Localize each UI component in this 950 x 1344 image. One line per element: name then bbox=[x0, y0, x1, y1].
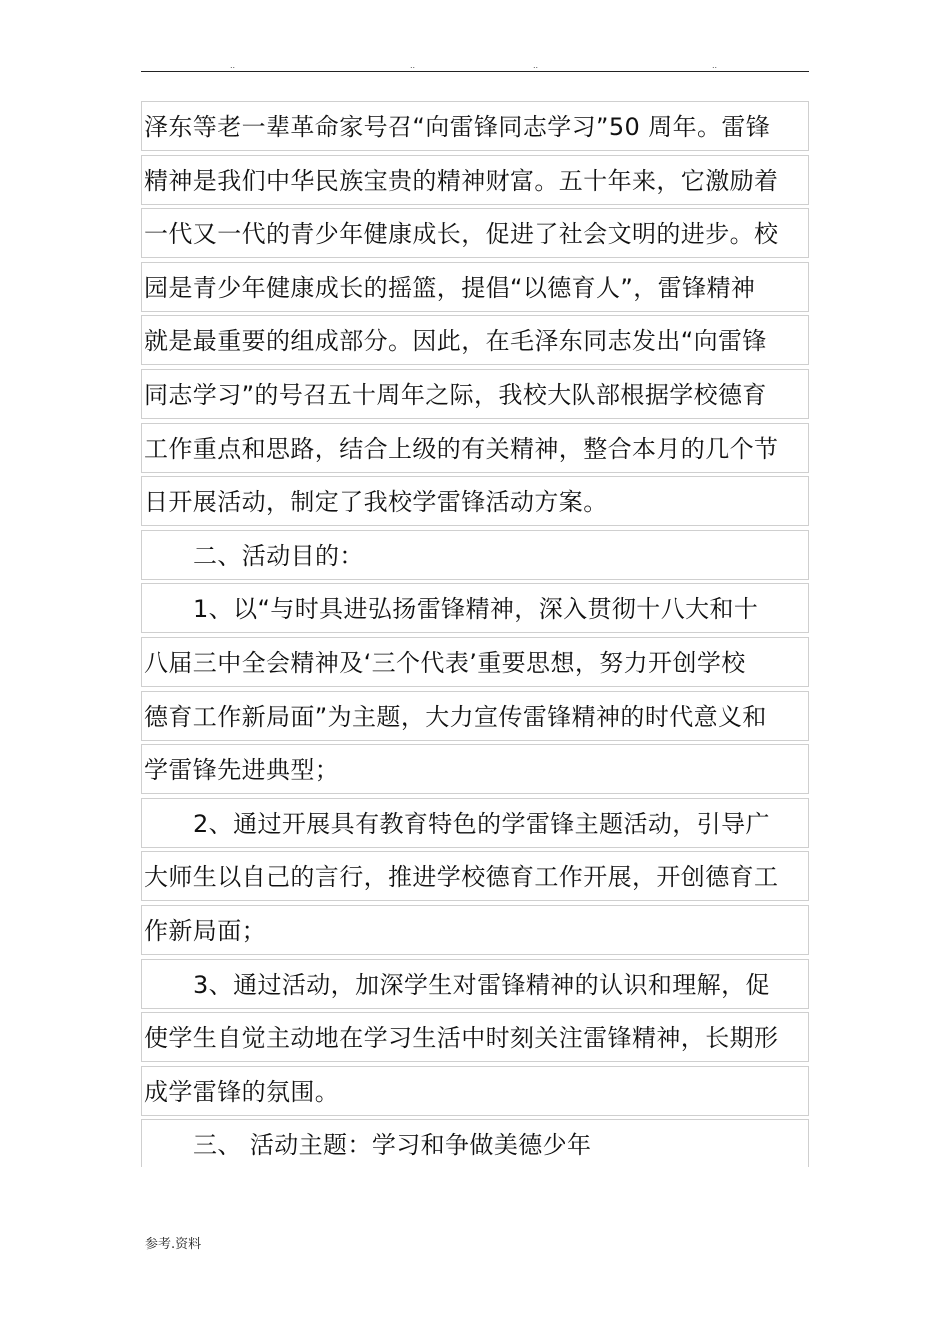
text-line bbox=[141, 423, 809, 473]
section-heading-line bbox=[141, 530, 809, 580]
text-line bbox=[141, 798, 809, 848]
text-line bbox=[141, 101, 809, 151]
page-footer: 参考.资料 bbox=[145, 1237, 202, 1252]
text-line bbox=[141, 262, 809, 312]
document-body bbox=[141, 101, 809, 1171]
line-text: 八届三中全会精神及‘三个代表’重要思想，努力开创学校 bbox=[144, 648, 746, 677]
line-text: 就是最重要的组成部分。因此，在毛泽东同志发出“向雷锋 bbox=[144, 327, 767, 356]
line-text: 同志学习”的号召五十周年之际，我校大队部根据学校德育 bbox=[144, 380, 767, 409]
text-line bbox=[141, 583, 809, 633]
line-text: 园是青少年健康成长的摇篮，提倡“以德育人”，雷锋精神 bbox=[144, 273, 756, 302]
text-line bbox=[141, 155, 809, 205]
line-text: 日开展活动，制定了我校学雷锋活动方案。 bbox=[144, 488, 608, 517]
text-line bbox=[141, 637, 809, 687]
header-mark: .. bbox=[230, 61, 236, 70]
line-text: 德育工作新局面”为主题，大力宣传雷锋精神的时代意义和 bbox=[144, 702, 767, 731]
text-line bbox=[141, 369, 809, 419]
line-text: 精神是我们中华民族宝贵的精神财富。五十年来，它激励着 bbox=[144, 166, 779, 195]
line-text: 2、通过开展具有教育特色的学雷锋主题活动，引导广 bbox=[193, 809, 770, 838]
header-mark: .. bbox=[533, 61, 539, 70]
section-heading: 三、 活动主题：学习和争做美德少年 bbox=[193, 1131, 592, 1160]
line-text: 作新局面； bbox=[144, 916, 266, 945]
header-rule bbox=[141, 71, 809, 72]
section-heading-line bbox=[141, 1119, 809, 1167]
header-mark: .. bbox=[712, 61, 718, 70]
text-line bbox=[141, 1012, 809, 1062]
text-line bbox=[141, 851, 809, 901]
header-mark: .. bbox=[410, 61, 416, 70]
text-line bbox=[141, 208, 809, 258]
text-line bbox=[141, 744, 809, 794]
header-marks bbox=[0, 61, 950, 71]
text-line bbox=[141, 1066, 809, 1116]
text-line bbox=[141, 476, 809, 526]
line-text: 工作重点和思路，结合上级的有关精神，整合本月的几个节 bbox=[144, 434, 779, 463]
line-text: 学雷锋先进典型； bbox=[144, 756, 340, 785]
line-text: 泽东等老一辈革命家号召“向雷锋同志学习”50 周年。雷锋 bbox=[144, 113, 771, 141]
text-line bbox=[141, 691, 809, 741]
line-text: 成学雷锋的氛围。 bbox=[144, 1077, 340, 1106]
line-text: 3、通过活动，加深学生对雷锋精神的认识和理解，促 bbox=[193, 970, 770, 999]
line-text: 1、以“与时具进弘扬雷锋精神，深入贯彻十八大和十 bbox=[193, 595, 759, 624]
text-line bbox=[141, 959, 809, 1009]
text-line bbox=[141, 905, 809, 955]
section-heading: 二、活动目的： bbox=[193, 541, 364, 570]
line-text: 使学生自觉主动地在学习生活中时刻关注雷锋精神，长期形 bbox=[144, 1024, 779, 1053]
line-text: 大师生以自己的言行，推进学校德育工作开展，开创德育工 bbox=[144, 863, 779, 892]
line-text: 一代又一代的青少年健康成长，促进了社会文明的进步。校 bbox=[144, 220, 779, 249]
text-line bbox=[141, 315, 809, 365]
